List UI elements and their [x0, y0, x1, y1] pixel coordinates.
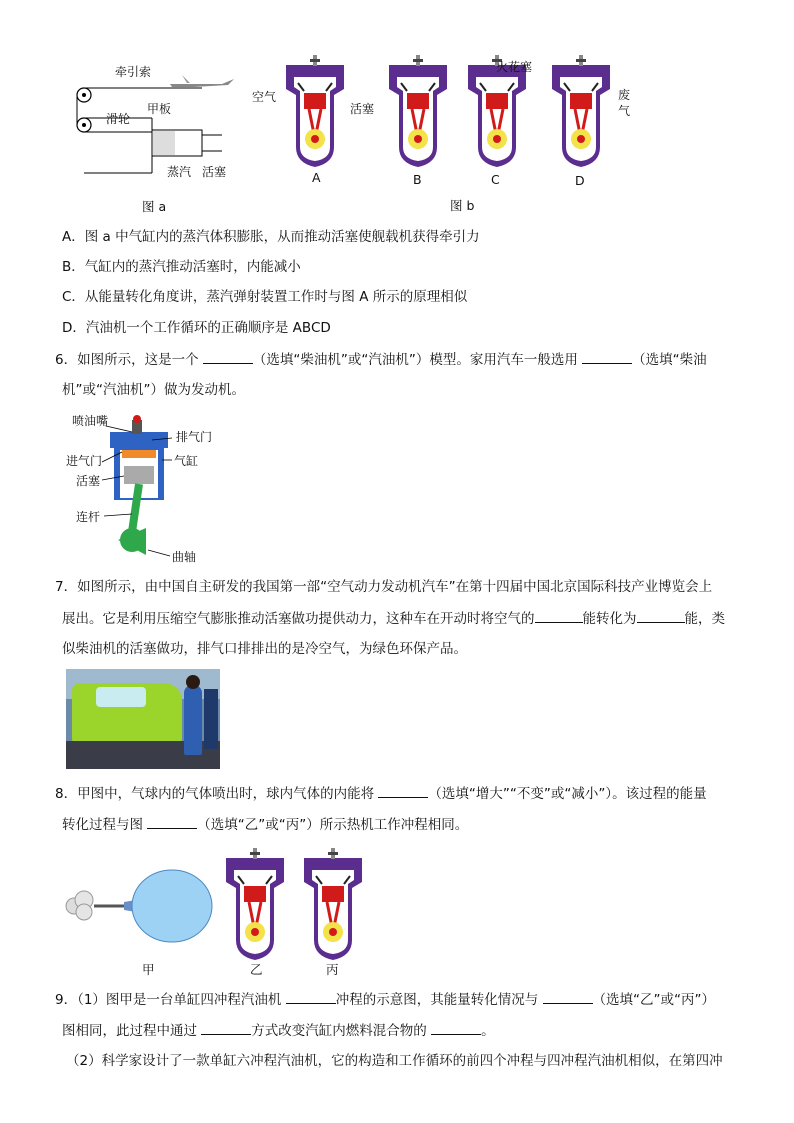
q6-text-3: （选填“柴油: [632, 352, 707, 368]
air-car-photo: [66, 669, 220, 769]
label-injector: 喷油嘴: [72, 414, 109, 428]
label-exhaust-1: 废: [618, 88, 631, 102]
stroke-label-d: D: [575, 173, 585, 188]
q7-text-2a: 展出。它是利用压缩空气膨胀推动活塞做功提供动力，这种车在开动时将空气的: [62, 611, 535, 627]
engine-yi: [220, 848, 290, 963]
balloon-figure: [62, 848, 382, 978]
stroke-label-a: A: [312, 170, 321, 185]
caption-bing: 丙: [326, 962, 339, 977]
q8-text-1b: （选填“增大”“不变”或“减小”）。该过程的能量: [428, 786, 707, 802]
balloon-diagram: [62, 864, 222, 964]
label-piston-q6: 活塞: [76, 474, 101, 488]
q8-line-2: [62, 814, 468, 835]
q9-blank-2[interactable]: [543, 989, 593, 1004]
q8-blank-2[interactable]: [147, 814, 197, 829]
caption-fig-b: 图 b: [450, 198, 475, 213]
caption-yi: 乙: [250, 962, 263, 977]
q9-blank-1[interactable]: [286, 989, 336, 1004]
q6-number: 6．: [55, 352, 78, 368]
figure-a: [62, 55, 242, 215]
q9-line-3: （2）科学家设计了一款单缸六冲程汽油机，它的构造和工作循环的前四个冲程与四冲程汽油机相似，在第四冲: [66, 1053, 723, 1069]
engine-bing: [298, 848, 368, 963]
caption-fig-a: 图 a: [142, 199, 167, 214]
q9-line-1: [55, 989, 715, 1010]
q5-option-b: B．气缸内的蒸汽推动活塞时，内能减小: [62, 259, 301, 275]
q7-text-2b: 能转化为: [582, 611, 637, 627]
q7-blank-1[interactable]: [535, 608, 583, 623]
label-rod: 连杆: [76, 510, 101, 524]
label-piston: 活塞: [202, 165, 227, 179]
q9-text-2a: 图相同，此过程中通过: [62, 1023, 197, 1039]
stroke-label-b: B: [413, 172, 422, 187]
q7-text-2c: 能，类: [684, 611, 725, 627]
q8-text-2b: （选填“乙”或“丙”）所示热机工作冲程相同。: [197, 817, 469, 833]
label-rope: 牵引索: [115, 65, 152, 79]
label-piston-b: 活塞: [350, 102, 375, 116]
label-exhaust-valve: 排气门: [176, 430, 213, 444]
q6-text-1: 如图所示，这是一个: [77, 352, 199, 368]
q7-line-2: [62, 608, 725, 629]
figure-b: [250, 50, 640, 215]
q6-line-1: [55, 349, 707, 370]
q8-text-2a: 转化过程与图: [62, 817, 143, 833]
q8-text-1a: 甲图中，气球内的气体喷出时，球内气体的内能将: [77, 786, 375, 802]
label-cylinder: 气缸: [174, 454, 199, 468]
q9-blank-4[interactable]: [431, 1020, 481, 1035]
q7-blank-2[interactable]: [637, 608, 685, 623]
q6-blank-2[interactable]: [582, 349, 632, 364]
q7-number: 7．: [55, 579, 78, 595]
q5-option-c: C．从能量转化角度讲，蒸汽弹射装置工作时与图 A 所示的原理相似: [62, 289, 468, 305]
q8-blank-1[interactable]: [378, 783, 428, 798]
q9-text-2b: 方式改变汽缸内燃料混合物的: [251, 1023, 427, 1039]
engine-a: [280, 55, 350, 170]
q9-text-2c: 。: [481, 1023, 495, 1039]
label-pulley: 滑轮: [106, 112, 131, 126]
q6-line-2: 机”或“汽油机”）做为发动机。: [62, 382, 245, 398]
q6-text-2: （选填“柴油机”或“汽油机”）模型。家用汽车一般选用: [252, 352, 578, 368]
label-exhaust-2: 气: [618, 104, 631, 118]
q6-blank-1[interactable]: [203, 349, 253, 364]
q8-line-1: [55, 783, 707, 804]
label-air: 空气: [252, 90, 277, 104]
q9-blank-3[interactable]: [201, 1020, 251, 1035]
diesel-engine-figure: [62, 410, 232, 568]
q9-line-2: [62, 1020, 495, 1041]
label-deck: 甲板: [147, 102, 172, 116]
stroke-label-c: C: [491, 172, 500, 187]
q7-line-1: [55, 577, 712, 597]
q7-text-1: 如图所示，由中国自主研发的我国第一部“空气动力发动机汽车”在第十四届中国北京国际科技产业博览会上: [77, 579, 713, 595]
q9-text-1c: （选填“乙”或“丙”）: [592, 992, 716, 1008]
label-intake-valve: 进气门: [66, 454, 103, 468]
label-crankshaft: 曲轴: [172, 550, 197, 564]
engine-d: [546, 55, 616, 170]
q7-line-3: 似柴油机的活塞做功，排气口排排出的是冷空气，为绿色环保产品。: [62, 641, 467, 657]
caption-jia: 甲: [142, 962, 155, 977]
label-spark-plug: 火花塞: [496, 60, 533, 74]
q9-text-1b: 冲程的示意图，其能量转化情况与: [335, 992, 539, 1008]
q9-number: 9．: [55, 992, 78, 1008]
label-steam: 蒸汽: [167, 165, 192, 179]
q8-number: 8．: [55, 786, 78, 802]
q5-option-d: D．汽油机一个工作循环的正确顺序是 ABCD: [62, 320, 331, 336]
engine-b: [383, 55, 453, 170]
q5-option-a: A．图 a 中气缸内的蒸汽体积膨胀，从而推动活塞使舰载机获得牵引力: [62, 229, 480, 245]
q9-text-1a: （1）图甲是一台单缸四冲程汽油机: [77, 992, 282, 1008]
